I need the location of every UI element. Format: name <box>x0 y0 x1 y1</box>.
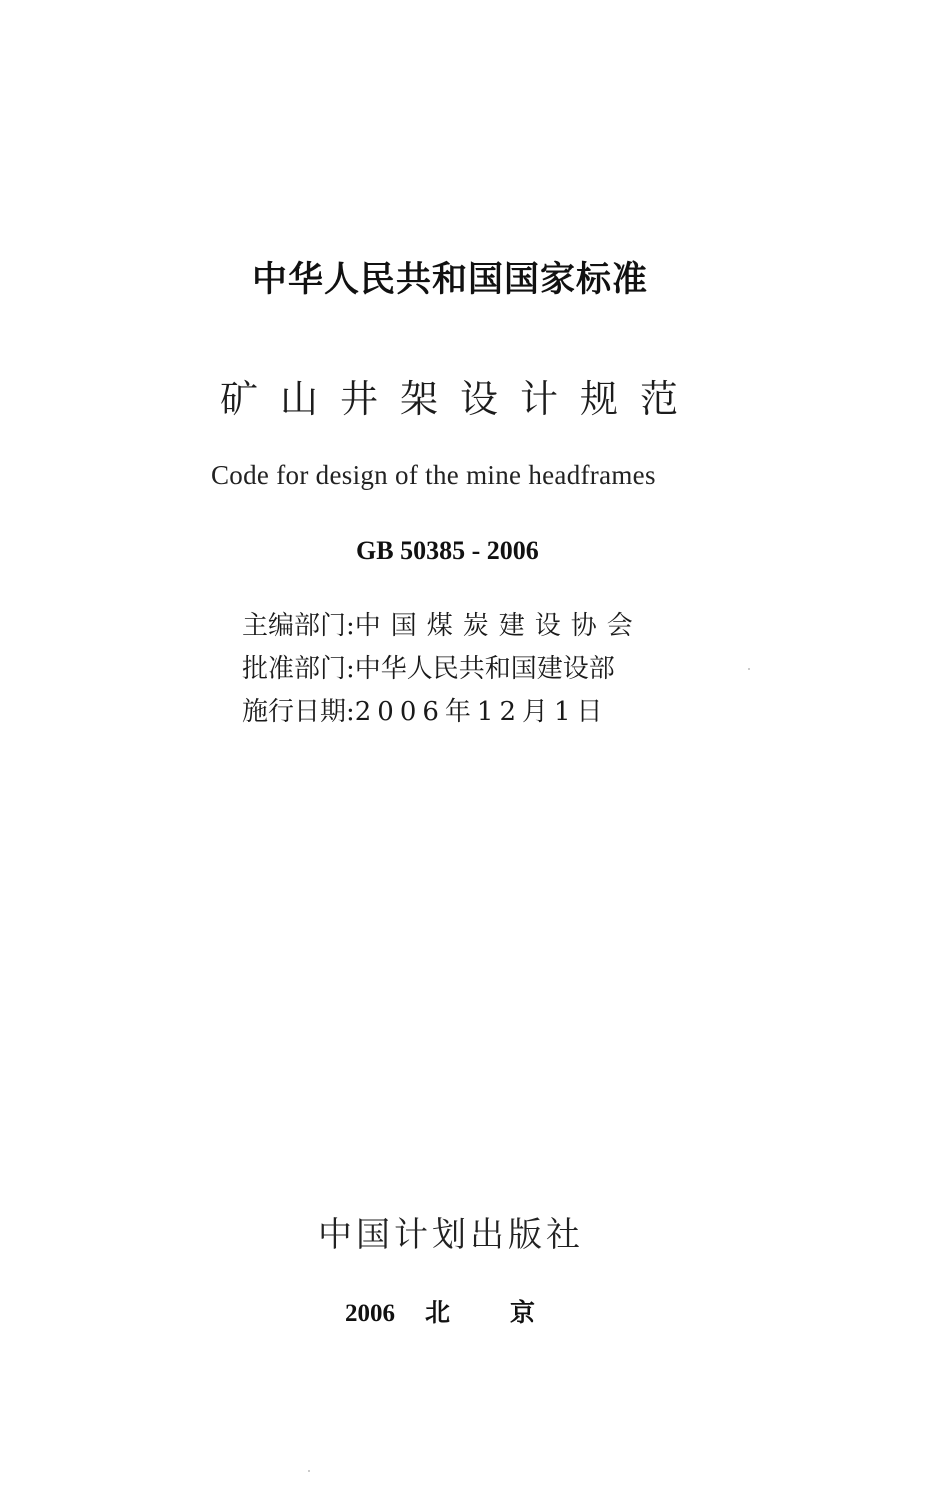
standard-code: GB 50385 - 2006 <box>356 536 539 565</box>
publisher-name: 中国计划出版社 <box>318 1215 584 1255</box>
effective-date-label: 施行日期: <box>242 697 355 727</box>
editor-value: 中国煤炭建设协会 <box>354 611 643 641</box>
effective-date-value: 2006年12月1日 <box>354 697 609 727</box>
approver-label: 批准部门: <box>242 654 355 684</box>
approver-value: 中华人民共和国建设部 <box>354 654 615 684</box>
imprint-city-first: 北 <box>425 1298 451 1327</box>
document-title-english: Code for design of the mine headframes <box>211 460 656 490</box>
scan-speck <box>748 668 750 670</box>
effective-date-line <box>242 699 609 725</box>
scan-speck <box>308 1470 310 1472</box>
imprint <box>345 1300 535 1326</box>
imprint-year: 2006 <box>345 1300 395 1327</box>
document-title-chinese: 矿山井架设计规范 <box>220 377 701 421</box>
series-title: 中华人民共和国国家标准 <box>252 260 649 300</box>
editor-label: 主编部门: <box>242 611 355 641</box>
approver-line <box>242 656 615 682</box>
editor-line <box>242 613 643 639</box>
imprint-city-second: 京 <box>510 1298 536 1327</box>
